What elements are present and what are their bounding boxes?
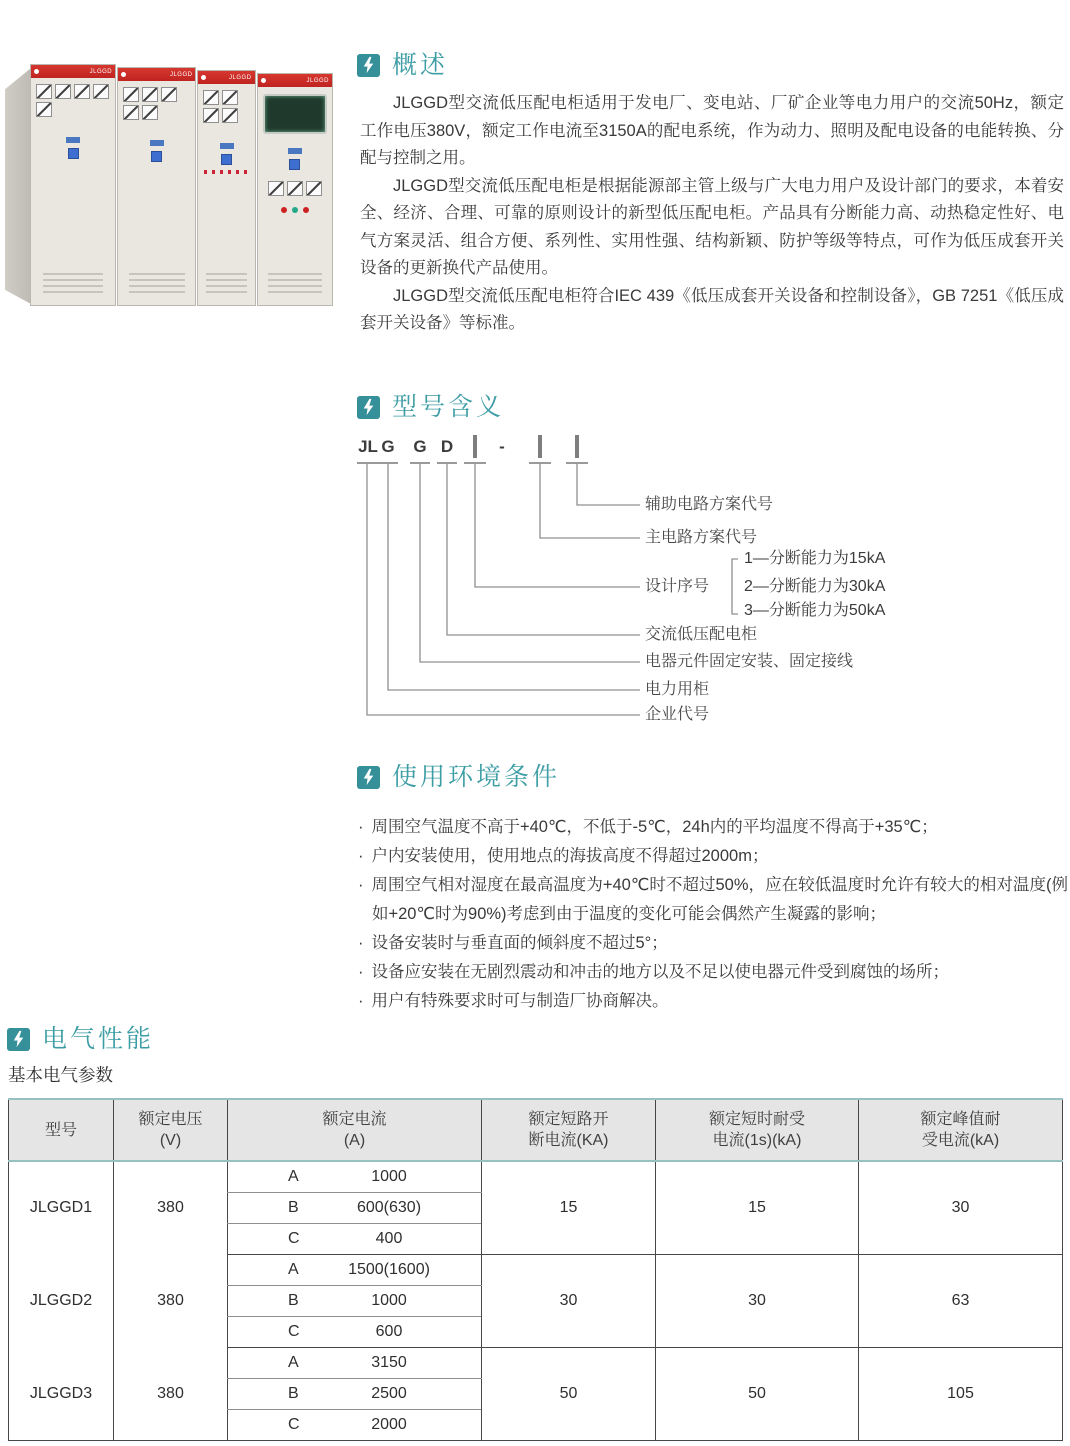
- code-segment: G: [410, 438, 430, 464]
- cabinet-banner: [31, 65, 115, 78]
- diagram-label-design-serial: 设计序号: [645, 578, 710, 595]
- brand-logo-icon: [201, 75, 206, 80]
- lightning-icon: [7, 1028, 30, 1051]
- vent-grille: [129, 273, 185, 297]
- col-header-breaking-current: 额定短路开 断电流(KA): [482, 1099, 656, 1161]
- control-screen: [263, 94, 327, 134]
- code-segment: D: [437, 438, 457, 464]
- col-header-withstand-current: 额定短时耐受 电流(1s)(kA): [656, 1099, 859, 1161]
- table-row: [9, 1255, 1063, 1286]
- diagram-label-fixed-mounting: 电器元件固定安装、固定接线: [645, 653, 854, 670]
- brand-logo-icon: [261, 78, 266, 83]
- overview-body: [360, 90, 1064, 338]
- meter-row: [31, 78, 115, 123]
- cell-breaking: 30: [482, 1255, 656, 1348]
- cell-peak: 63: [859, 1255, 1063, 1348]
- diagram-label-main-circuit: 主电路方案代号: [645, 529, 758, 546]
- code-segment: G: [378, 438, 398, 464]
- section-title-electrical: 电气性能: [42, 1025, 155, 1053]
- brand-logo-icon: [121, 72, 126, 77]
- table-row: [9, 1161, 1063, 1193]
- diagram-label-power-cabinet: 电力用柜: [645, 681, 710, 698]
- col-header-peak-current: 额定峰值耐 受电流(kA): [859, 1099, 1063, 1161]
- diagram-connector-lines: [355, 428, 1070, 733]
- cell-current: B 2500: [228, 1379, 482, 1410]
- bullet-icon: ·: [358, 963, 364, 981]
- section-header-model: [357, 394, 504, 420]
- environment-item: · 周围空气相对湿度在最高温度为+40℃时不超过50%，应在较低温度时允许有较大的相对温度(例如+20℃时为90%)考虑到由于温度的变化可能会偶然产生凝露的影响；: [358, 876, 1068, 923]
- cabinet-banner-label: JLGGD: [306, 77, 329, 84]
- cell-current: B 600(630): [228, 1193, 482, 1224]
- col-header-model: 型号: [9, 1099, 114, 1161]
- cabinet-panel: [257, 73, 333, 306]
- environment-item: · 设备应安装在无剧烈震动和冲击的地方以及不足以使电器元件受到腐蚀的场所；: [358, 963, 949, 981]
- cell-current: A 1500(1600): [228, 1255, 482, 1286]
- model-code-diagram: [355, 428, 1070, 733]
- cell-withstand: 30: [656, 1255, 859, 1348]
- section-title-environment: 使用环境条件: [392, 763, 561, 791]
- cell-peak: 105: [859, 1348, 1063, 1441]
- cell-model: JLGGD3: [29, 1384, 93, 1402]
- cabinet-front: [30, 64, 333, 306]
- cell-current: C 2000: [228, 1410, 482, 1441]
- bullet-icon: ·: [358, 934, 364, 952]
- cabinet-door: [118, 126, 195, 273]
- environment-item: · 周围空气温度不高于+40℃，不低于-5℃，24h内的平均温度不得高于+35℃；: [358, 818, 938, 836]
- cell-current: C 400: [228, 1224, 482, 1255]
- cell-current: A 3150: [228, 1348, 482, 1379]
- table-header-row: [9, 1099, 1063, 1161]
- cell-voltage: 380: [114, 1255, 228, 1348]
- lightning-icon: [357, 54, 380, 77]
- cell-current: B 1000: [228, 1286, 482, 1317]
- table-subtitle: 基本电气参数: [8, 1065, 113, 1085]
- bullet-icon: ·: [358, 992, 364, 1010]
- cell-model: JLGGD2: [29, 1292, 93, 1309]
- lightning-icon: [357, 396, 380, 419]
- code-separator: -: [499, 437, 505, 456]
- cabinet-side-panel: [5, 68, 31, 304]
- section-header-overview: [357, 52, 448, 78]
- code-placeholder-box: [529, 438, 551, 464]
- col-header-rated-voltage: 额定电压 (V): [114, 1099, 228, 1161]
- bullet-icon: ·: [358, 876, 364, 894]
- cell-current: C 600: [228, 1317, 482, 1348]
- vent-grille: [43, 273, 104, 297]
- cell-current: A 1000: [228, 1161, 482, 1193]
- bullet-icon: ·: [358, 818, 364, 836]
- product-photo: [5, 60, 333, 312]
- environment-item: · 设备安装时与垂直面的倾斜度不超过5°；: [358, 934, 668, 952]
- diagram-label-ac-lv-cabinet: 交流低压配电柜: [645, 626, 758, 643]
- vent-grille: [206, 273, 246, 297]
- cabinet-banner: [198, 71, 254, 84]
- cabinet-panel: [30, 64, 116, 306]
- cabinet-banner-label: JLGGD: [169, 71, 193, 78]
- lightning-icon: [357, 766, 380, 789]
- cabinet-banner: [258, 74, 332, 87]
- design-option: 1—分断能力为15kA: [744, 550, 886, 567]
- overview-paragraph: JLGGD型交流低压配电柜符合IEC 439《低压成套开关设备和控制设备》，GB 7251《低压成套开关设备》等标准。: [360, 286, 1064, 332]
- cell-model: JLGGD1: [29, 1199, 93, 1217]
- diagram-label-aux-circuit: 辅助电路方案代号: [645, 496, 774, 513]
- electrical-parameters-table: [8, 1098, 1063, 1441]
- cell-peak: 30: [859, 1161, 1063, 1255]
- overview-paragraph: JLGGD型交流低压配电柜适用于发电厂、变电站、厂矿企业等电力用户的交流50Hz，额定工作电压380V，额定工作电流至3150A的配电系统，作为动力、照明及配电设备的电能转换、分配与控制之用。: [360, 94, 1064, 167]
- design-option: 2—分断能力为30kA: [744, 578, 886, 595]
- button-row: [281, 207, 309, 213]
- environment-item: · 用户有特殊要求时可与制造厂协商解决。: [358, 992, 669, 1010]
- cabinet-panel: [197, 70, 255, 306]
- section-title-overview: 概述: [392, 51, 449, 79]
- section-title-model: 型号含义: [392, 393, 505, 421]
- cell-withstand: 15: [656, 1161, 859, 1255]
- cabinet-banner-label: JLGGD: [229, 74, 252, 81]
- cabinet-panel: [117, 67, 196, 306]
- cabinet-door: [31, 123, 115, 273]
- cell-breaking: 15: [482, 1161, 656, 1255]
- environment-conditions-list: [358, 813, 1068, 1016]
- cell-breaking: 50: [482, 1348, 656, 1441]
- cabinet-door: [258, 134, 332, 273]
- overview-paragraph: JLGGD型交流低压配电柜是根据能源部主管上级与广大电力用户及设计部门的要求，本着安全、经济、合理、可靠的原则设计的新型低压配电柜。产品具有分断能力高、动热稳定性好、电气方案灵活、组合方便、系列性、实用性强、结构新颖、防护等级等特点，可作为低压成套开关设备的更新换代产品使用。: [360, 176, 1064, 277]
- brand-logo-icon: [34, 69, 39, 74]
- meter-row: [118, 81, 195, 126]
- vent-grille: [268, 273, 322, 297]
- cabinet-door: [198, 129, 254, 273]
- cabinet-banner-label: JLGGD: [89, 68, 113, 75]
- meter-row: [198, 84, 254, 129]
- cabinet-banner: [118, 68, 195, 81]
- bullet-icon: ·: [358, 847, 364, 865]
- design-option: 3—分断能力为50kA: [744, 602, 886, 619]
- code-placeholder-box: [566, 438, 588, 464]
- cell-voltage: 380: [114, 1161, 228, 1255]
- meter-row: [263, 175, 327, 202]
- code-segment: JL: [357, 438, 379, 464]
- code-placeholder-box: [464, 438, 486, 464]
- cell-voltage: 380: [114, 1348, 228, 1441]
- environment-item: · 户内安装使用，使用地点的海拔高度不得超过2000m；: [358, 847, 769, 865]
- col-header-rated-current: 额定电流 (A): [228, 1099, 482, 1161]
- table-row: [9, 1348, 1063, 1379]
- section-header-environment: [357, 764, 560, 790]
- diagram-label-enterprise-code: 企业代号: [645, 706, 710, 723]
- cell-withstand: 50: [656, 1348, 859, 1441]
- section-header-electrical: [7, 1026, 154, 1052]
